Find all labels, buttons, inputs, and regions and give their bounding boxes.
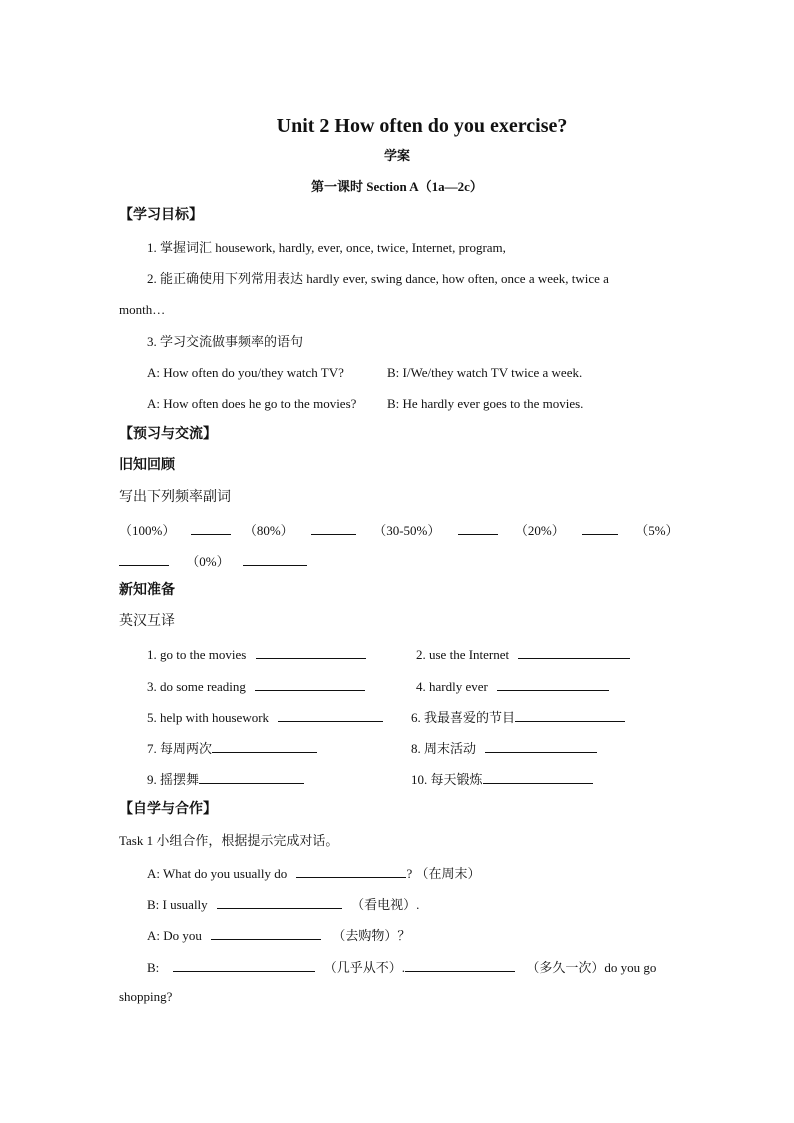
preview-heading: 【预习与交流】 (119, 427, 217, 442)
answer-blank[interactable] (217, 894, 342, 909)
freq-label: （30-50%） (373, 523, 441, 538)
answer-blank[interactable] (458, 520, 498, 535)
translate-item: 1. go to the movies (147, 644, 366, 664)
translate-item: 3. do some reading (147, 676, 365, 696)
answer-blank[interactable] (582, 520, 618, 535)
translate-item: 10. 每天锻炼 (411, 769, 593, 789)
task-1-instruction: Task 1 小组合作，根据提示完成对话。 (119, 833, 339, 848)
selfstudy-heading: 【自学与合作】 (119, 802, 217, 817)
review-heading: 旧知回顾 (119, 458, 175, 473)
answer-blank[interactable] (243, 551, 307, 566)
frequency-row-1 (119, 520, 679, 540)
answer-blank[interactable] (311, 520, 356, 535)
freq-label: （20%） (514, 523, 565, 538)
example-2-question: A: How often does he go to the movies? (147, 396, 357, 411)
example-1-question: A: How often do you/they watch TV? (147, 365, 344, 380)
goal-item-2: 2. 能正确使用下列常用表达 hardly ever, swing dance, how often, once a week, twice a (147, 271, 609, 286)
page-subtitle: 学案 (383, 148, 410, 163)
translate-item: 9. 摇摆舞 (147, 769, 304, 789)
translate-item: 4. hardly ever (416, 676, 609, 696)
answer-blank[interactable] (296, 863, 406, 878)
answer-blank[interactable] (497, 676, 609, 691)
answer-blank[interactable] (199, 769, 304, 784)
translate-item: 2. use the Internet (416, 644, 630, 664)
answer-blank[interactable] (278, 707, 383, 722)
goal-item-1: 1. 掌握词汇 housework, hardly, ever, once, twice, Internet, program, (147, 240, 506, 255)
translate-instruction: 英汉互译 (119, 614, 175, 629)
answer-blank[interactable] (173, 957, 315, 972)
translate-item: 6. 我最喜爱的节目 (411, 707, 625, 727)
answer-blank[interactable] (405, 957, 515, 972)
goal-item-3: 3. 学习交流做事频率的语句 (147, 334, 304, 349)
answer-blank[interactable] (518, 644, 630, 659)
answer-blank[interactable] (191, 520, 231, 535)
answer-blank[interactable] (483, 769, 593, 784)
example-1-answer: B: I/We/they watch TV twice a week. (387, 365, 583, 380)
answer-blank[interactable] (485, 738, 597, 753)
answer-blank[interactable] (256, 644, 366, 659)
answer-blank[interactable] (255, 676, 365, 691)
freq-label: （80%） (243, 523, 294, 538)
review-instruction: 写出下列频率副词 (119, 490, 231, 505)
frequency-row-2 (119, 551, 307, 571)
answer-blank[interactable] (119, 551, 169, 566)
freq-label: （5%） (635, 523, 679, 538)
dialogue-line: B: I usually （看电视）. (147, 894, 419, 914)
new-knowledge-heading: 新知准备 (119, 583, 175, 598)
dialogue-line-continued: shopping? (119, 989, 173, 1004)
freq-label: （100%） (119, 523, 176, 538)
answer-blank[interactable] (211, 925, 321, 940)
example-2-answer: B: He hardly ever goes to the movies. (387, 396, 584, 411)
translate-item: 7. 每周两次 (147, 738, 317, 758)
freq-label: （0%） (186, 554, 230, 569)
translate-item: 8. 周末活动 (411, 738, 597, 758)
answer-blank[interactable] (515, 707, 625, 722)
goals-heading: 【学习目标】 (119, 208, 203, 223)
answer-blank[interactable] (212, 738, 317, 753)
lesson-label: 第一课时 Section A（1a—2c） (311, 179, 483, 194)
dialogue-line: A: What do you usually do ? （在周末） (147, 863, 481, 883)
page-title: Unit 2 How often do you exercise? (276, 115, 568, 137)
translate-item: 5. help with housework (147, 707, 383, 727)
dialogue-line: B: （几乎从不）. （多久一次）do you go (147, 957, 656, 977)
dialogue-line: A: Do you （去购物）？ (147, 925, 410, 945)
goal-item-2-continued: month… (119, 302, 166, 317)
